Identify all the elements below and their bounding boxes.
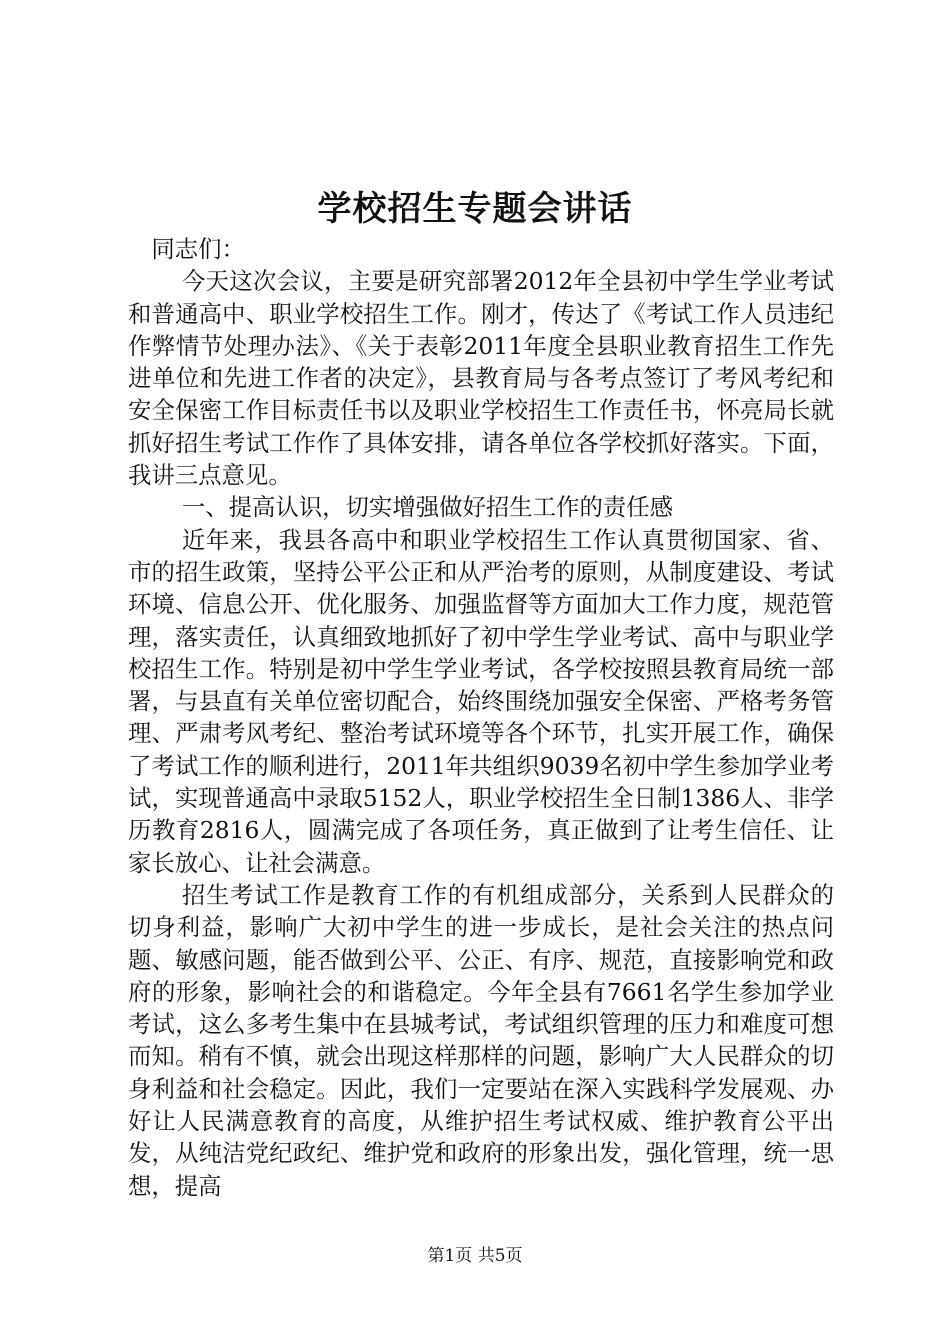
document-title: 学校招生专题会讲话 xyxy=(317,189,633,229)
salutation: 同志们： xyxy=(151,235,245,263)
paragraph-review: 近年来，我县各高中和职业学校招生工作认真贯彻国家、省、市的招生政策，坚持公平公正和从严治考的原则，从制度建设、考试环境、信息公开、优化服务、加强监督等方面加大工作力度，规范管理，落实责任，认真细致地抓好了初中学生学业考试、高中与职业学校招生工作。特别是初中学生学业考试，各学校按照县教育局统一部署，与县直有关单位密切配合，始终围绕加强安全保密、严格考务管理、严肃考风考纪、整治考试环境等各个环节，扎实开展工作，确保了考试工作的顺利进行，2011年共组织9039名初中学生参加学业考试，实现普通高中录取5152人，职业学校招生全日制1386人、非学历教育2816人，圆满完成了各项任务，真正做到了让考生信任、让家长放心、让社会满意。 xyxy=(128,525,834,877)
paragraph-importance: 招生考试工作是教育工作的有机组成部分，关系到人民群众的切身利益，影响广大初中学生的进一步成长，是社会关注的热点问题、敏感问题，能否做到公平、公正、有序、规范，直接影响党和政府的形象，影响社会的和谐稳定。今年全县有7661名学生参加学业考试，这么多考生集中在县城考试，考试组织管理的压力和难度可想而知。稍有不慎，就会出现这样那样的问题，影响广大人民群众的切身利益和社会稳定。因此，我们一定要站在深入实践科学发展观、办好让人民满意教育的高度，从维护招生考试权威、维护教育公平出发，从纯洁党纪政纪、维护党和政府的形象出发，强化管理，统一思想，提高 xyxy=(128,880,834,1200)
document-body xyxy=(128,233,834,1202)
paragraph-intro: 今天这次会议，主要是研究部署2012年全县初中学生学业考试和普通高中、职业学校招生工作。刚才，传达了《考试工作人员违纪作弊情节处理办法》、《关于表彰2011年度全县职业教育招生工作先进单位和先进工作者的决定》，县教育局与各考点签订了考风考纪和安全保密工作目标责任书以及职业学校招生工作责任书，怀亮局长就抓好招生考试工作作了具体安排，请各单位各学校抓好落实。下面，我讲三点意见。 xyxy=(128,267,834,490)
page-number-footer: 第1页 共5页 xyxy=(427,1246,523,1266)
section-heading-1: 一、提高认识，切实增强做好招生工作的责任感 xyxy=(181,493,674,522)
